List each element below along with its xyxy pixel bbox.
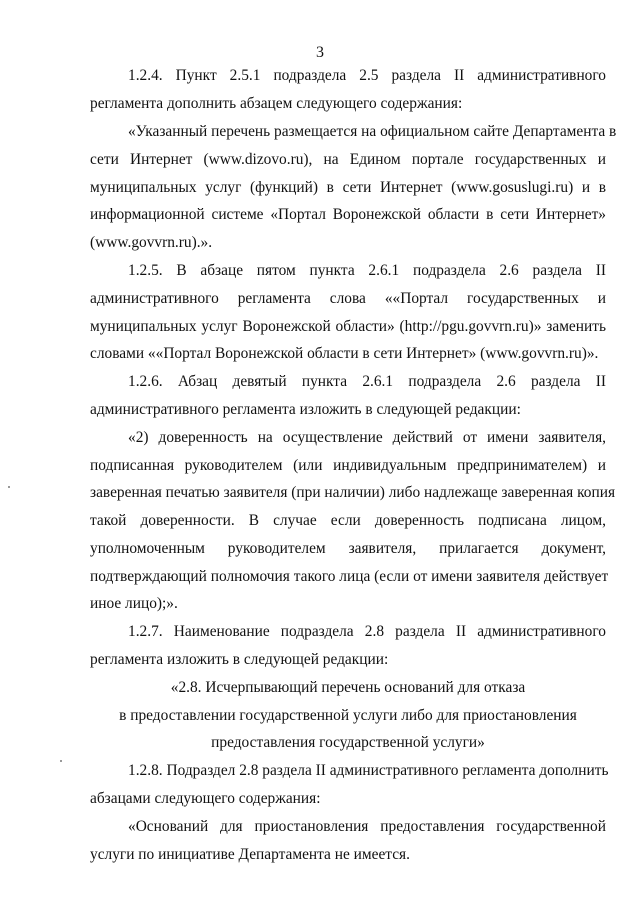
text-line: (www.govvrn.ru).». — [90, 234, 213, 251]
text-line: административного регламента изложить в следующей редакции: — [90, 401, 521, 418]
text-line: абзацами следующего содержания: — [90, 790, 321, 807]
text-line: словами ««Портал Воронежской области в сети Интернет» (www.govvrn.ru)». — [90, 345, 599, 362]
text-line: муниципальных услуг Воронежской области» (http://pgu.govvrn.ru)» заменить — [90, 318, 606, 335]
text-line: «2) доверенность на осуществление действий от имени заявителя, — [128, 429, 606, 446]
text-line: регламента изложить в следующей редакции: — [90, 651, 389, 668]
text-line: такой доверенности. В случае если доверенность подписана лицом, — [90, 512, 606, 529]
text-line: заверенная печатью заявителя (при наличии) либо надлежаще заверенная копия — [90, 484, 616, 501]
text-line: 1.2.7. Наименование подраздела 2.8 раздела II административного — [128, 623, 606, 640]
text-line: информационной системе «Портал Воронежской области в сети Интернет» — [90, 206, 606, 223]
text-line: уполномоченным руководителем заявителя, прилагается документ, — [90, 540, 606, 557]
scan-speck — [60, 760, 62, 762]
page-number: 3 — [316, 44, 324, 61]
text-line: иное лицо);». — [90, 595, 178, 612]
text-line: 1.2.6. Абзац девятый пункта 2.6.1 подраздела 2.6 раздела II — [128, 373, 606, 390]
text-line: административного регламента слова ««Портал государственных и — [90, 290, 606, 307]
text-line: 1.2.5. В абзаце пятом пункта 2.6.1 подраздела 2.6 раздела II — [128, 262, 606, 279]
text-line: «Оснований для приостановления предоставления государственной — [128, 818, 606, 835]
text-line: регламента дополнить абзацем следующего содержания: — [90, 95, 463, 112]
text-line: «Указанный перечень размещается на официальном сайте Департамента в — [128, 123, 617, 140]
text-line: сети Интернет (www.dizovo.ru), на Едином портале государственных и — [90, 151, 606, 168]
section-heading-line: в предоставлении государственной услуги либо для приостановления — [119, 707, 577, 724]
text-line: подтверждающий полномочия такого лица (если от имени заявителя действует — [90, 568, 609, 585]
scan-speck — [8, 486, 10, 488]
section-heading-line: предоставления государственной услуги» — [211, 734, 485, 751]
text-line: муниципальных услуг (функций) в сети Интернет (www.gosuslugi.ru) и в — [90, 179, 606, 196]
section-heading-line: «2.8. Исчерпывающий перечень оснований для отказа — [170, 679, 526, 696]
text-line: 1.2.4. Пункт 2.5.1 подраздела 2.5 раздела II административного — [128, 67, 606, 84]
text-line: подписанная руководителем (или индивидуальным предпринимателем) и — [90, 457, 606, 474]
text-line: услуги по инициативе Департамента не имеется. — [90, 846, 410, 863]
text-line: 1.2.8. Подраздел 2.8 раздела II административного регламента дополнить — [128, 762, 609, 779]
